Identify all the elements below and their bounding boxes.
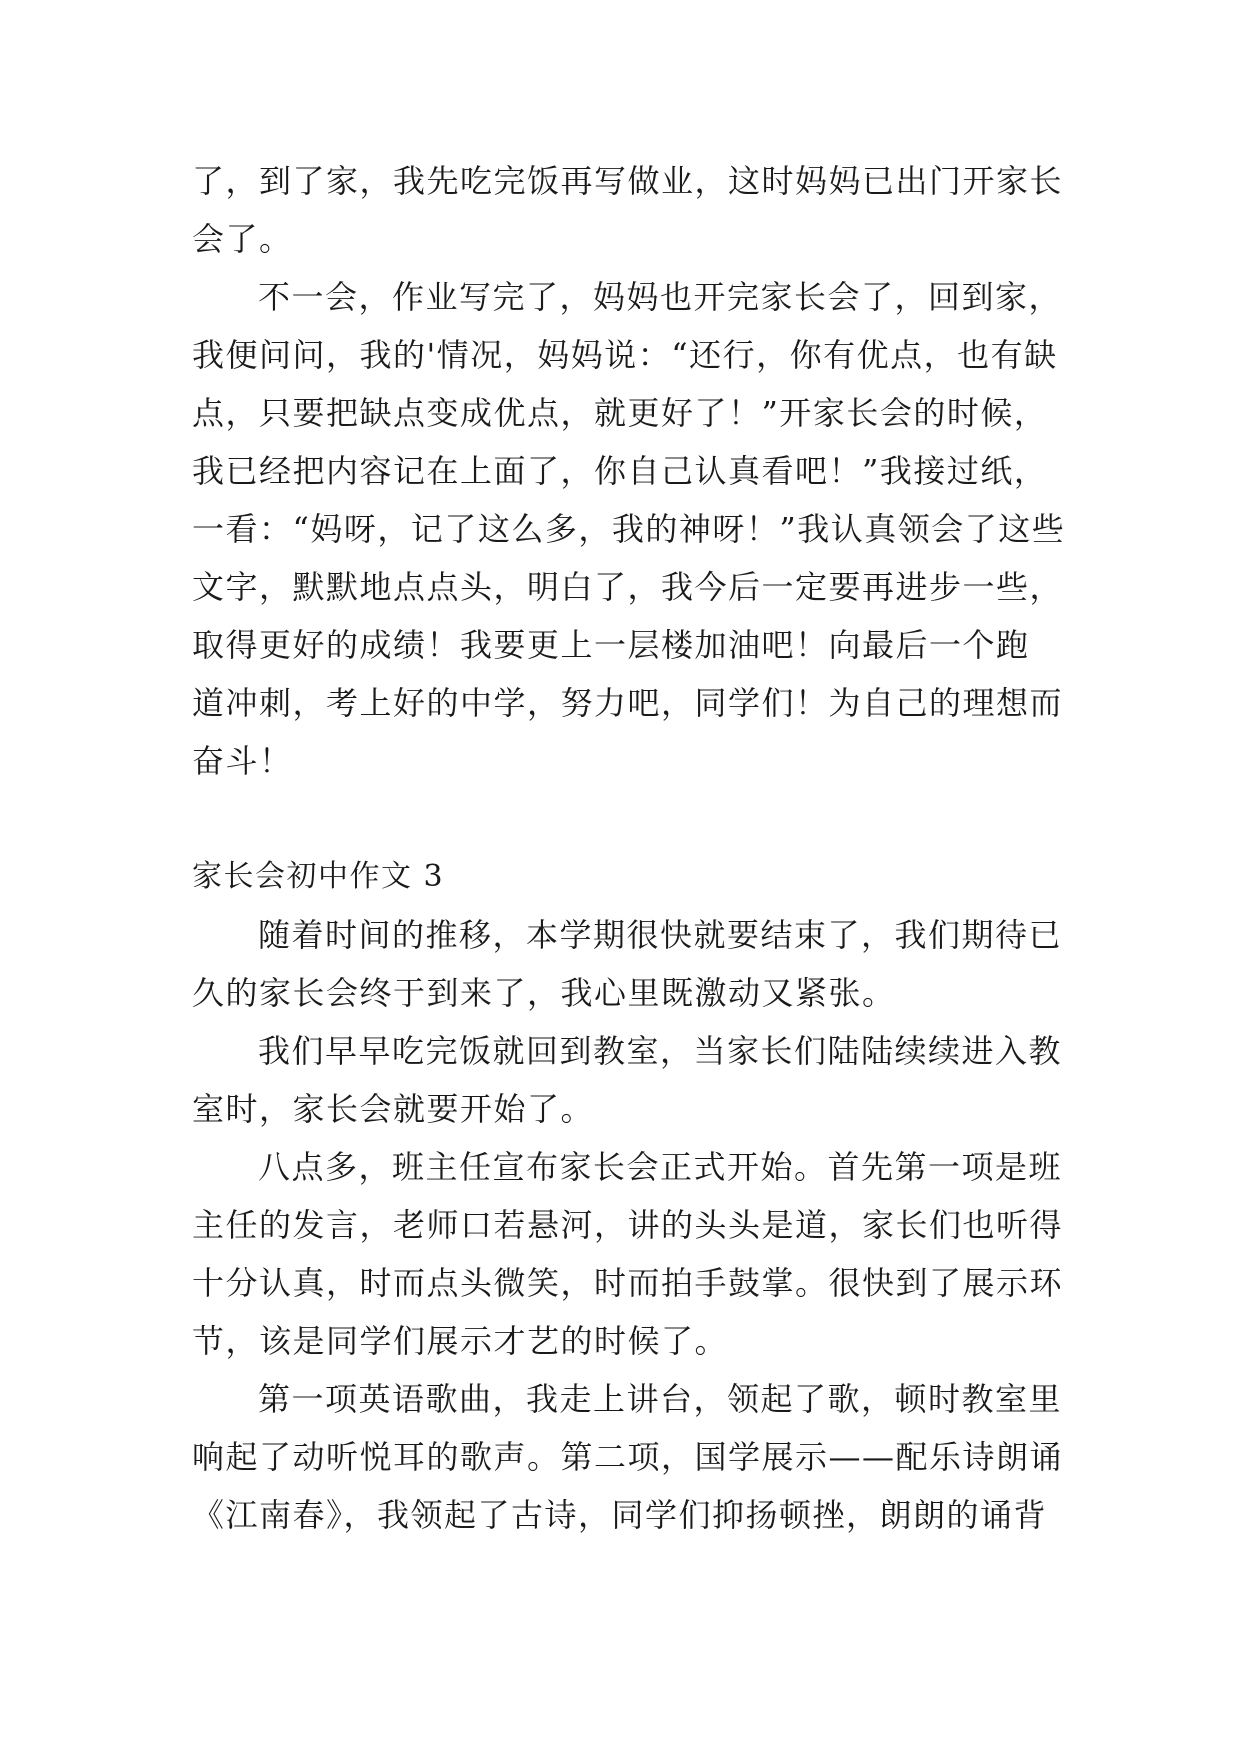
text-line: 久的家长会终于到来了，我心里既激动又紧张。 [192, 974, 896, 1012]
text-line: 我便问问，我的'情况，妈妈说：“还行，你有优点，也有缺 [192, 336, 1058, 374]
text-line: 我们早早吃完饭就回到教室，当家长们陆陆续续进入教 [258, 1032, 1063, 1070]
section-title [192, 848, 1072, 906]
document-body [192, 152, 1072, 1544]
text-line: 点，只要把缺点变成优点，就更好了！”开家长会的时候， [192, 394, 1048, 432]
text-line: 响起了动听悦耳的歌声。第二项，国学展示——配乐诗朗诵 [192, 1438, 1064, 1476]
text-line: 我已经把内容记在上面了，你自己认真看吧！”我接过纸， [192, 452, 1048, 490]
text-line: 十分认真，时而点头微笑，时而拍手鼓掌。很快到了展示环 [192, 1264, 1064, 1302]
text-line: 了，到了家，我先吃完饭再写做业，这时妈妈已出门开家长 [192, 162, 1064, 200]
text-line: 节，该是同学们展示才艺的时候了。 [192, 1322, 729, 1360]
text-line: 随着时间的推移，本学期很快就要结束了，我们期待已 [258, 916, 1063, 954]
paragraph [192, 1022, 1072, 1138]
text-line: 第一项英语歌曲，我走上讲台，领起了歌，顿时教室里 [258, 1380, 1063, 1418]
paragraph [192, 906, 1072, 1022]
paragraph [192, 268, 1072, 790]
text-line: 八点多，班主任宣布家长会正式开始。首先第一项是班 [258, 1148, 1063, 1186]
text-line: 《江南春》，我领起了古诗，同学们抑扬顿挫，朗朗的诵背 [192, 1496, 1048, 1534]
text-line: 奋斗！ [192, 742, 293, 780]
text-line: 一看：“妈呀，记了这么多，我的神呀！”我认真领会了这些 [192, 510, 1066, 548]
text-line: 不一会，作业写完了，妈妈也开完家长会了，回到家， [258, 278, 1063, 316]
text-line: 道冲刺，考上好的中学，努力吧，同学们！为自己的理想而 [192, 684, 1064, 722]
paragraph [192, 1138, 1072, 1370]
text-line: 取得更好的成绩！我要更上一层楼加油吧！向最后一个跑 [192, 626, 1030, 664]
text-line: 会了。 [192, 220, 293, 258]
paragraph [192, 1370, 1072, 1544]
text-line: 主任的发言，老师口若悬河，讲的头头是道，家长们也听得 [192, 1206, 1064, 1244]
text-line: 文字，默默地点点头，明白了，我今后一定要再进步一些， [192, 568, 1064, 606]
text-line: 室时，家长会就要开始了。 [192, 1090, 595, 1128]
section-title-text: 家长会初中作文 3 [192, 859, 445, 894]
paragraph [192, 152, 1072, 268]
